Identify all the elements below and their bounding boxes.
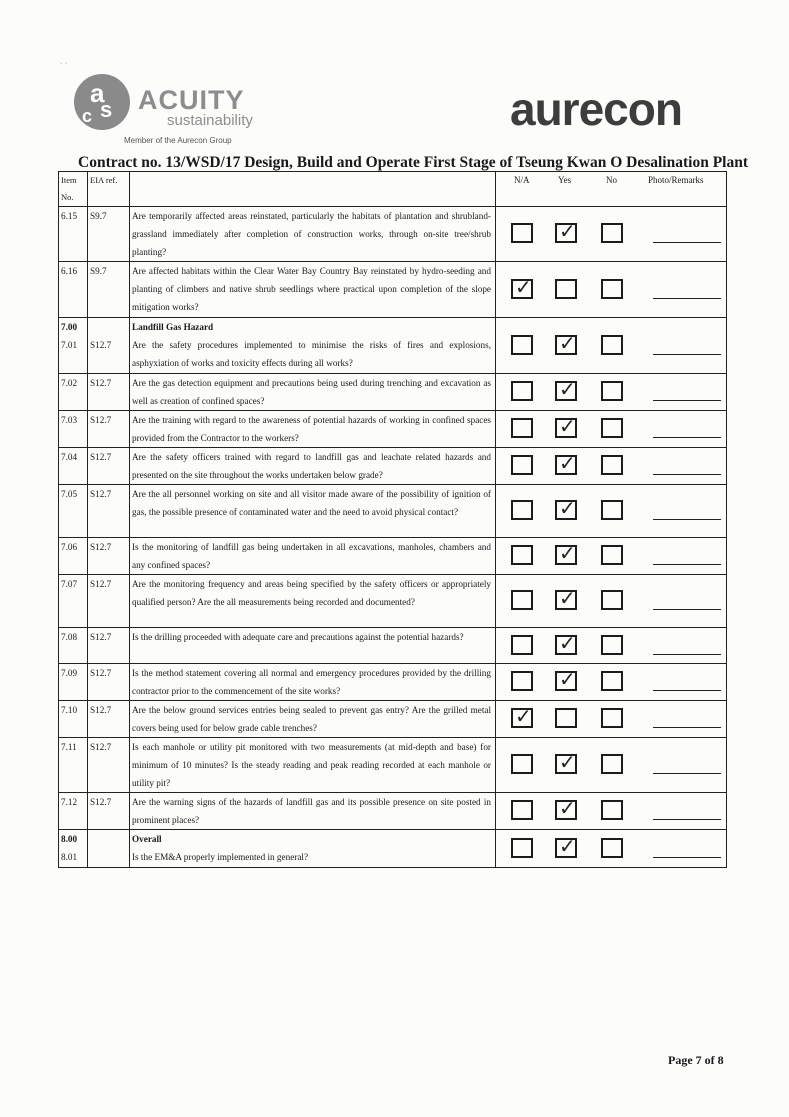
eia-ref: S12.7 (88, 628, 130, 664)
question-text: Are the all personnel working on site and all visitor made aware of the possibility of ignition of gas, the possible presence of contaminated water and the need to avoid physical contact? (132, 489, 491, 517)
na-checkbox[interactable] (511, 335, 533, 355)
eia-ref: S12.7 (88, 793, 130, 830)
item-number: 7.04 (59, 448, 88, 485)
na-checkbox[interactable] (511, 590, 533, 610)
no-checkbox[interactable] (601, 500, 623, 520)
question-text: Are the gas detection equipment and precautions being used during trenching and excavation as well as creation of confined spaces? (132, 378, 491, 406)
item-number (59, 830, 88, 868)
table-row (59, 738, 727, 793)
table-row (59, 628, 727, 664)
yes-checkbox[interactable] (555, 279, 577, 299)
question-cell (130, 318, 496, 374)
na-checkbox[interactable] (511, 671, 533, 691)
table-row (59, 830, 727, 868)
remarks-line[interactable] (653, 519, 721, 520)
yes-checkbox[interactable] (555, 451, 577, 475)
table-row (59, 538, 727, 575)
check-mark-icon: ✓ (515, 704, 532, 728)
no-checkbox[interactable] (601, 418, 623, 438)
answer-cell (496, 411, 727, 448)
no-checkbox[interactable] (601, 381, 623, 401)
table-row (59, 448, 727, 485)
remarks-line[interactable] (653, 609, 721, 610)
col-yes-header: Yes (558, 175, 572, 185)
answer-cell (496, 374, 727, 411)
yes-checkbox[interactable] (555, 377, 577, 401)
remarks-line[interactable] (653, 654, 721, 655)
item-number: 7.05 (59, 485, 88, 538)
answer-cell (496, 262, 727, 318)
answer-boxes (511, 330, 721, 357)
remarks-line[interactable] (653, 857, 721, 858)
table-row (59, 318, 727, 374)
table-row (59, 262, 727, 318)
yes-checkbox[interactable] (555, 219, 577, 243)
question-cell (130, 701, 496, 738)
na-checkbox[interactable] (511, 754, 533, 774)
eia-ref: S12.7 (88, 538, 130, 575)
table-row (59, 485, 727, 538)
question-cell (130, 738, 496, 793)
na-checkbox[interactable] (511, 223, 533, 243)
answer-boxes (511, 377, 721, 403)
na-checkbox[interactable] (511, 500, 533, 520)
answer-cell (496, 701, 727, 738)
item-number: 7.10 (59, 701, 88, 738)
answer-cell (496, 628, 727, 664)
answer-cell (496, 575, 727, 628)
scan-specks: ˏ ˏ (60, 55, 68, 64)
remarks-line[interactable] (653, 354, 721, 355)
answer-boxes (511, 274, 721, 301)
check-mark-icon: ✓ (559, 667, 576, 691)
yes-checkbox[interactable] (555, 667, 577, 691)
col-item-header: Item No. (59, 172, 88, 207)
eia-ref (88, 318, 130, 374)
document-title: Contract no. 13/WSD/17 Design, Build and Operate First Stage of Tseung Kwan O Desalination Plant (78, 154, 749, 171)
eia-ref: S9.7 (88, 262, 130, 318)
col-question-header (130, 172, 496, 207)
no-checkbox[interactable] (601, 545, 623, 565)
eia-ref (88, 830, 130, 868)
answer-boxes (511, 541, 721, 567)
answer-cell (496, 485, 727, 538)
na-checkbox[interactable] (511, 545, 533, 565)
item-number: 7.08 (59, 628, 88, 664)
eia-ref: S12.7 (88, 738, 130, 793)
item-number: 7.06 (59, 538, 88, 575)
answer-boxes (511, 704, 721, 730)
remarks-line[interactable] (653, 564, 721, 565)
na-checkbox[interactable] (511, 800, 533, 820)
no-checkbox[interactable] (601, 279, 623, 299)
question-cell (130, 485, 496, 538)
brand-member: Member of the Aurecon Group (124, 136, 232, 145)
answer-cell (496, 830, 727, 868)
answer-boxes (511, 833, 721, 860)
col-eia-header: EIA ref. (88, 172, 130, 207)
question-text: Are the warning signs of the hazards of landfill gas and its possible presence on site posted in prominent places? (132, 797, 491, 825)
answer-boxes (511, 451, 721, 477)
check-mark-icon: ✓ (559, 414, 576, 438)
no-checkbox[interactable] (601, 223, 623, 243)
remarks-line[interactable] (653, 437, 721, 438)
yes-checkbox[interactable] (555, 541, 577, 565)
answer-boxes (511, 586, 721, 612)
item-number: 7.12 (59, 793, 88, 830)
page-number: Page 7 of 8 (668, 1053, 724, 1067)
no-checkbox[interactable] (601, 838, 623, 858)
remarks-line[interactable] (653, 298, 721, 299)
table-header-row (59, 172, 727, 207)
col-remarks-header: Photo/Remarks (648, 175, 704, 185)
check-mark-icon: ✓ (559, 586, 576, 610)
aurecon-logo: aurecon (510, 83, 682, 135)
question-text: Are the safety procedures implemented to minimise the risks of fires and explosions, asphyxiation of works and toxicity effects during all works? (132, 340, 491, 368)
answer-cell (496, 738, 727, 793)
question-text: Are the training with regard to the awareness of potential hazards of working in confined spaces provided from the Contractor to the workers? (132, 415, 491, 443)
yes-checkbox[interactable] (555, 630, 577, 655)
answer-cell (496, 207, 727, 262)
item-number: 7.03 (59, 411, 88, 448)
checklist-table (58, 171, 727, 868)
no-checkbox[interactable] (601, 671, 623, 691)
answer-cell (496, 318, 727, 374)
svg-text:c: c (82, 106, 93, 126)
answer-boxes (511, 630, 721, 657)
na-checkbox[interactable] (511, 418, 533, 438)
section-number: 7.00 (61, 322, 78, 332)
eia-ref-value: S12.7 (90, 340, 112, 350)
answer-boxes (511, 667, 721, 693)
question-cell (130, 830, 496, 868)
eia-ref: S12.7 (88, 411, 130, 448)
check-mark-icon: ✓ (559, 833, 576, 858)
question-cell (130, 207, 496, 262)
remarks-line[interactable] (653, 474, 721, 475)
table-row (59, 575, 727, 628)
yes-checkbox[interactable] (555, 750, 577, 774)
remarks-line[interactable] (653, 400, 721, 401)
yes-checkbox[interactable] (555, 496, 577, 520)
yes-checkbox[interactable] (555, 414, 577, 438)
remarks-line[interactable] (653, 690, 721, 691)
answer-boxes (511, 219, 721, 245)
brand-tagline: sustainability (167, 112, 253, 129)
item-number: 7.09 (59, 664, 88, 701)
item-number-sub: 7.01 (61, 340, 78, 350)
na-checkbox[interactable] (511, 838, 533, 858)
question-text: Are temporarily affected areas reinstated, particularly the habitats of plantation and shrubland-grassland immediately after completion of construction works, through on-site tree/shrub planting? (132, 211, 491, 257)
item-number: 7.02 (59, 374, 88, 411)
item-number (59, 318, 88, 374)
check-mark-icon: ✓ (559, 219, 576, 243)
yes-checkbox[interactable] (555, 708, 577, 728)
answer-cell (496, 448, 727, 485)
na-checkbox[interactable] (511, 381, 533, 401)
answer-cell (496, 664, 727, 701)
section-heading: Overall (132, 834, 162, 844)
table-row (59, 411, 727, 448)
remarks-line[interactable] (653, 727, 721, 728)
answer-cell (496, 538, 727, 575)
table-row (59, 793, 727, 830)
remarks-line[interactable] (653, 819, 721, 820)
no-checkbox[interactable] (601, 800, 623, 820)
question-text: Is each manhole or utility pit monitored with two measurements (at mid-depth and base) for minimum of 10 minutes? Is the steady reading and peak reading recorded at each manhole or utility pit? (132, 742, 491, 788)
table-row (59, 374, 727, 411)
yes-checkbox[interactable] (555, 833, 577, 858)
no-checkbox[interactable] (601, 635, 623, 655)
question-cell (130, 575, 496, 628)
question-cell (130, 538, 496, 575)
eia-ref: S12.7 (88, 448, 130, 485)
item-number-sub: 8.01 (61, 852, 78, 862)
no-checkbox[interactable] (601, 590, 623, 610)
na-checkbox[interactable] (511, 704, 533, 728)
check-mark-icon: ✓ (559, 630, 576, 655)
eia-ref: S12.7 (88, 664, 130, 701)
no-checkbox[interactable] (601, 335, 623, 355)
table-row (59, 664, 727, 701)
na-checkbox[interactable] (511, 274, 533, 299)
no-checkbox[interactable] (601, 455, 623, 475)
table-row (59, 701, 727, 738)
question-cell (130, 793, 496, 830)
check-mark-icon: ✓ (559, 330, 576, 355)
answer-cell (496, 793, 727, 830)
remarks-line[interactable] (653, 242, 721, 243)
check-mark-icon: ✓ (515, 274, 532, 299)
check-mark-icon: ✓ (559, 496, 576, 520)
svg-text:a: a (90, 78, 105, 108)
section-number: 8.00 (61, 834, 78, 844)
eia-ref: S12.7 (88, 374, 130, 411)
item-number: 7.11 (59, 738, 88, 793)
table-row (59, 207, 727, 262)
question-text: Is the monitoring of landfill gas being undertaken in all excavations, manholes, chambers and any confined spaces? (132, 542, 491, 570)
no-checkbox[interactable] (601, 708, 623, 728)
question-cell (130, 448, 496, 485)
item-number: 7.07 (59, 575, 88, 628)
item-number: 6.15 (59, 207, 88, 262)
question-cell (130, 374, 496, 411)
eia-ref: S9.7 (88, 207, 130, 262)
section-heading: Landfill Gas Hazard (132, 322, 214, 332)
question-text: Are the below ground services entries being sealed to prevent gas entry? Are the grilled metal covers being used for below grade cable trenches? (132, 705, 491, 733)
answer-boxes (511, 414, 721, 440)
question-text: Is the EM&A properly implemented in general? (132, 852, 309, 862)
check-mark-icon: ✓ (559, 451, 576, 475)
question-text: Are the monitoring frequency and areas being specified by the safety officers or appropriately qualified person? Are the all measurements being recorded and documented? (132, 579, 491, 607)
check-mark-icon: ✓ (559, 377, 576, 401)
check-mark-icon: ✓ (559, 541, 576, 565)
yes-checkbox[interactable] (555, 330, 577, 355)
eia-ref: S12.7 (88, 701, 130, 738)
item-number: 6.16 (59, 262, 88, 318)
question-cell (130, 628, 496, 664)
col-check-header (496, 172, 727, 207)
check-mark-icon: ✓ (559, 750, 576, 774)
eia-ref: S12.7 (88, 485, 130, 538)
question-text: Are affected habitats within the Clear Water Bay Country Bay reinstated by hydro-seeding and planting of climbers and native shrub seedlings where practical upon completion of the slope mitigation works? (132, 266, 491, 312)
question-text: Is the method statement covering all normal and emergency procedures provided by the drilling contractor prior to the commencement of the site works? (132, 668, 491, 696)
answer-boxes (511, 750, 721, 776)
col-na-header: N/A (514, 175, 530, 185)
question-text: Are the safety officers trained with regard to landfill gas and leachate related hazards and presented on the site throughout the works undertaken below grade? (132, 452, 491, 480)
na-checkbox[interactable] (511, 455, 533, 475)
svg-text:s: s (100, 97, 113, 122)
answer-boxes (511, 796, 721, 822)
question-cell (130, 262, 496, 318)
brand-name: ACUITY (138, 85, 245, 115)
check-mark-icon: ✓ (559, 796, 576, 820)
eia-ref: S12.7 (88, 575, 130, 628)
no-checkbox[interactable] (601, 754, 623, 774)
col-no-header: No (606, 175, 617, 185)
yes-checkbox[interactable] (555, 796, 577, 820)
question-text: Is the drilling proceeded with adequate care and precautions against the potential hazards? (132, 632, 464, 642)
question-cell (130, 664, 496, 701)
answer-boxes (511, 496, 721, 522)
remarks-line[interactable] (653, 773, 721, 774)
yes-checkbox[interactable] (555, 586, 577, 610)
na-checkbox[interactable] (511, 635, 533, 655)
question-cell (130, 411, 496, 448)
